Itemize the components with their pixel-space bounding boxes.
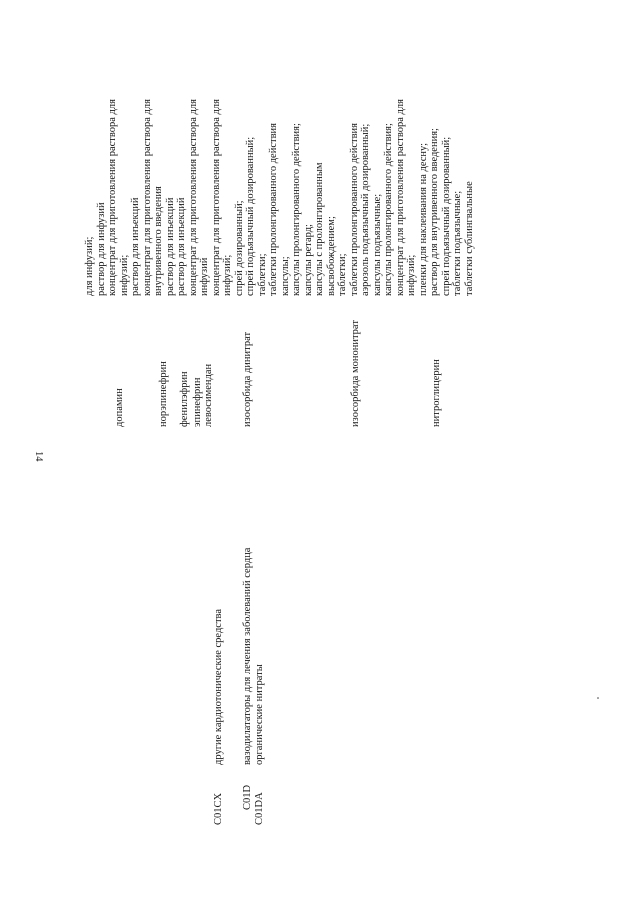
substance-name: фенилэфрин bbox=[179, 371, 190, 427]
substance-name: норэпинефрин bbox=[158, 361, 169, 427]
group-name: другие кардиотонические средства bbox=[213, 608, 224, 765]
dosage-form: таблетки; bbox=[337, 253, 348, 296]
dosage-form: капсулы подъязычные; bbox=[371, 193, 383, 296]
dosage-form: спрей дозированный; bbox=[233, 200, 245, 296]
substance-name: допамин bbox=[114, 388, 125, 427]
atc-code: C01D bbox=[242, 784, 253, 810]
dosage-form: таблетки подъязычные; bbox=[452, 190, 463, 296]
group-name: органические нитраты bbox=[254, 664, 265, 765]
dosage-form: инфузий; bbox=[222, 254, 233, 296]
dosage-form: капсулы ретард; bbox=[302, 224, 314, 296]
dosage-form: высвобождением; bbox=[325, 216, 337, 296]
substance-name: изосорбида динитрат bbox=[242, 331, 253, 427]
atc-code: C01DA bbox=[254, 792, 265, 825]
substance-name: изосорбида мононитрат bbox=[350, 320, 361, 427]
substance-name: эпинефрин bbox=[192, 377, 203, 427]
dosage-form: концентрат для приготовления раствора для bbox=[107, 99, 118, 296]
dosage-form: капсулы пролонгированного действия; bbox=[291, 123, 302, 296]
dosage-form: раствор для инъекций bbox=[130, 197, 141, 296]
dosage-form: раствор для внутривенного введения; bbox=[429, 128, 440, 296]
dosage-form: инфузий; bbox=[118, 254, 130, 296]
dosage-form: внутривенного введения bbox=[153, 186, 164, 296]
group-name: вазодилататоры для лечения заболеваний сердца bbox=[242, 547, 253, 765]
dosage-form: инфузий; bbox=[406, 254, 417, 296]
dosage-form: раствор для инфузий bbox=[95, 202, 107, 296]
dosage-form: таблетки пролонгированного действия bbox=[268, 123, 279, 296]
dosage-forms-column bbox=[84, 99, 475, 296]
dosage-form: концентрат для приготовления раствора для bbox=[141, 99, 153, 296]
dosage-form: капсулы с пролонгированным bbox=[314, 162, 325, 296]
dosage-form: капсулы пролонгированного действия; bbox=[383, 123, 394, 296]
dosage-form: аэрозоль подъязычный дозированный; bbox=[360, 123, 371, 296]
dosage-form: для инфузий; bbox=[84, 236, 95, 296]
dosage-form: раствор для инъекций bbox=[176, 197, 187, 296]
dosage-form: пленки для наклеивания на десну; bbox=[417, 142, 429, 296]
dosage-form: инфузий bbox=[199, 257, 210, 296]
dosage-form: концентрат для приготовления раствора для bbox=[394, 99, 406, 296]
substance-name: нитроглицерин bbox=[431, 359, 442, 427]
scan-speck bbox=[597, 697, 599, 699]
dosage-form: концентрат для приготовления раствора для bbox=[210, 99, 222, 296]
dosage-form: раствор для инъекций bbox=[164, 197, 176, 296]
substance-name: левосимендан bbox=[203, 363, 214, 427]
page-number: 14 bbox=[33, 451, 44, 462]
dosage-form: спрей подъязычный дозированный; bbox=[440, 136, 452, 296]
dosage-form: таблетки пролонгированного действия bbox=[348, 123, 360, 296]
dosage-form: капсулы; bbox=[279, 256, 291, 296]
dosage-form: таблетки сублингвальные bbox=[463, 181, 475, 296]
dosage-form: таблетки; bbox=[256, 253, 268, 296]
dosage-form: спрей подъязычный дозированный; bbox=[245, 136, 256, 296]
dosage-form: концентрат для приготовления раствора для bbox=[187, 99, 199, 296]
atc-code: C01CX bbox=[213, 792, 224, 825]
